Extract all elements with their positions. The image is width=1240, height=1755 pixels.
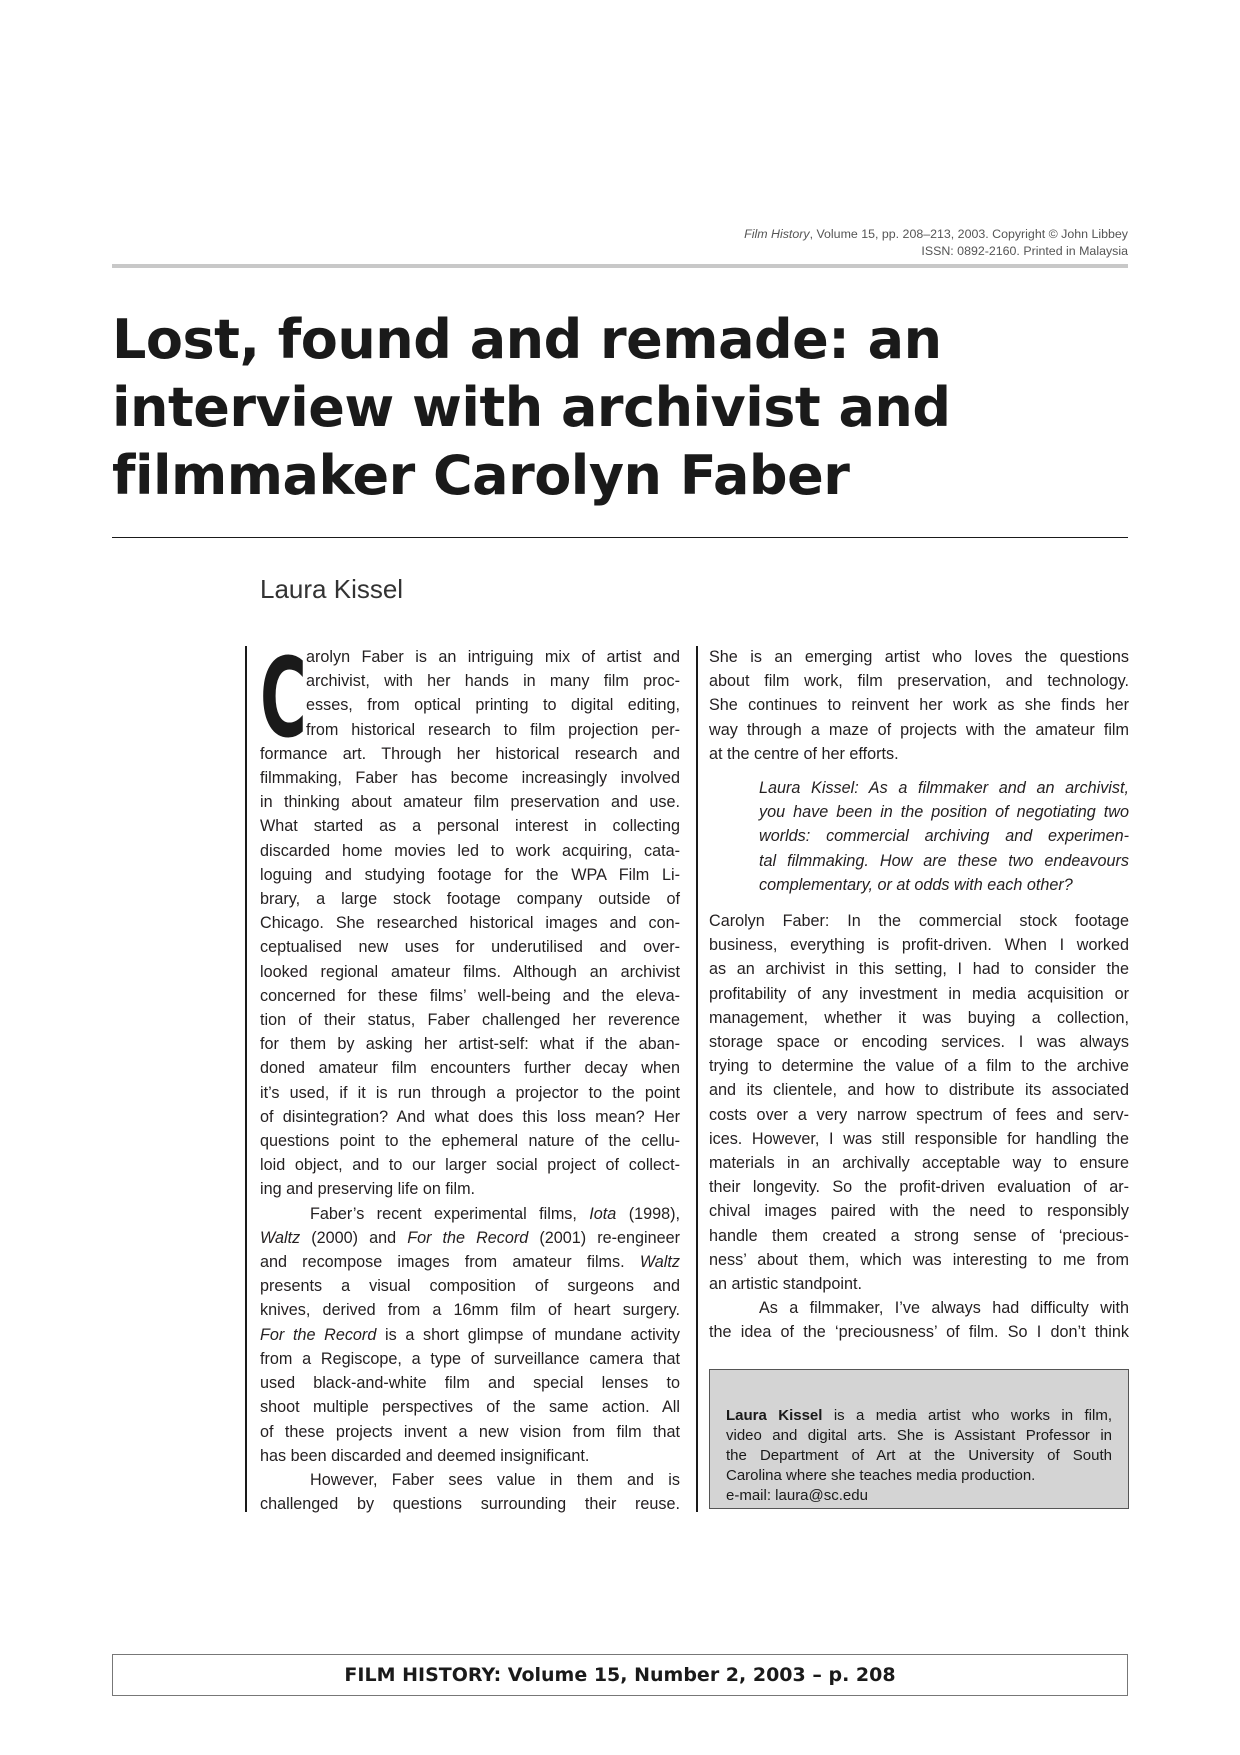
films-paragraph (260, 1202, 680, 1468)
author-name: Laura Kissel (260, 574, 404, 604)
continuation-paragraph (709, 645, 1129, 766)
text-line: it’s used, if it is run through a projector to the point (260, 1083, 680, 1102)
text-line: knives, derived from a 16mm film of heart surgery. (260, 1301, 680, 1320)
left-column (260, 634, 681, 1516)
text-line: Chicago. She researched historical images and con- (260, 914, 680, 933)
bio-name: Laura Kissel (726, 1407, 823, 1424)
text-line: presents a visual composition of surgeons and (260, 1277, 680, 1296)
text-line: profitability of any investment in media acquisition or (709, 984, 1129, 1003)
text-line: from historical research to film projection per- (306, 720, 680, 739)
text-line: brary, a large stock footage company outside of (260, 890, 680, 909)
text-line: She continues to reinvent her work as she finds her (709, 696, 1129, 715)
text-line: used black-and-white film and special lenses to (260, 1374, 680, 1393)
drop-cap: C (260, 634, 307, 762)
page-footer: FILM HISTORY: Volume 15, Number 2, 2003 – p. 208 (112, 1654, 1128, 1696)
text-line: of these projects invent a new vision from film that (260, 1422, 680, 1441)
text-line: Laura Kissel is a media artist who works in film, (726, 1407, 1112, 1424)
journal-citation (368, 226, 1128, 260)
title-line: interview with archivist and (112, 376, 951, 439)
text-line: as an archivist in this setting, I had to consider the (709, 960, 1129, 979)
text-line: has been discarded and deemed insignificant. (260, 1446, 590, 1465)
text-line: ceptualised new uses for underutilised and over- (260, 938, 680, 957)
text-line: at the centre of her efforts. (709, 744, 899, 763)
text-line: Waltz (2000) and For the Record (2001) re-engineer (260, 1228, 681, 1247)
text-line: an artistic standpoint. (709, 1275, 862, 1294)
text-line: Carolina where she teaches media production. (726, 1467, 1036, 1484)
text-line: formance art. Through her historical research and (260, 744, 680, 763)
article-title (112, 306, 1142, 510)
text-line: ices. However, I was still responsible for handling the (709, 1129, 1129, 1148)
text-line: However, Faber sees value in them and is (310, 1470, 680, 1489)
text-line: the idea of the ‘preciousness’ of film. So I don’t think (709, 1323, 1129, 1342)
header-rule (112, 264, 1128, 268)
citation-line-2: ISSN: 0892-2160. Printed in Malaysia (921, 244, 1128, 258)
film-title: Waltz (260, 1228, 301, 1247)
text-line: of disintegration? And what does this loss mean? Her (260, 1107, 680, 1126)
interview-question (759, 776, 1129, 897)
citation-line-1 (368, 226, 1128, 243)
text-line: for them by asking her artist-self: what if the aban- (260, 1035, 680, 1054)
text-line: chival images paired with the need to responsibly (709, 1202, 1129, 1221)
text-line: and recompose images from amateur films. Waltz (260, 1253, 680, 1272)
film-title: For the Record (260, 1325, 377, 1344)
film-title: Iota (589, 1204, 617, 1223)
text-line: shoot multiple perspectives of the same action. All (260, 1398, 680, 1417)
value-paragraph (260, 1468, 680, 1516)
text-line: from a Regiscope, a type of surveillance camera that (260, 1349, 680, 1368)
journal-name: Film History (744, 227, 810, 241)
text-line: their longevity. So the profit-driven evaluation of ar- (709, 1178, 1129, 1197)
citation-details: , Volume 15, pp. 208–213, 2003. Copyright © John Libbey (809, 227, 1128, 241)
text-line: you have been in the position of negotiating two (759, 803, 1129, 822)
text-line: complementary, or at odds with each other? (759, 875, 1073, 894)
text-line: business, everything is profit-driven. When I worked (709, 936, 1129, 955)
text-line: challenged by questions surrounding their reuse. (260, 1495, 680, 1514)
text-line: storage space or encoding services. I was always (709, 1033, 1129, 1052)
text-line: handle them created a strong sense of ‘precious- (709, 1226, 1129, 1245)
text-line: ness’ about them, which was interesting to me from (709, 1250, 1129, 1269)
text-line: Carolyn Faber: In the commercial stock footage (709, 912, 1129, 931)
text-line: worlds: commercial archiving and experimen- (759, 827, 1129, 846)
answer-continuation (709, 1296, 1129, 1344)
text-line: management, whether it was buying a collection, (709, 1008, 1129, 1027)
text-line: video and digital arts. She is Assistant Professor in (726, 1427, 1112, 1444)
text-line: costs over a very narrow spectrum of fees and serv- (709, 1105, 1129, 1124)
text-line: As a filmmaker, I’ve always had difficulty with (759, 1299, 1129, 1318)
text-line: loguing and studying footage for the WPA Film Li- (260, 865, 680, 884)
text-line: tal filmmaking. How are these two endeavours (759, 851, 1129, 870)
intro-paragraph (260, 634, 680, 1202)
film-title: Waltz (639, 1253, 680, 1272)
text-line: loid object, and to our larger social project of collect- (260, 1156, 680, 1175)
left-column-rule (245, 646, 247, 1512)
text-line: filmmaking, Faber has become increasingly involved (260, 769, 680, 788)
text-line: Laura Kissel: As a filmmaker and an archivist, (759, 779, 1129, 798)
text-line: doned amateur film encounters further decay when (260, 1059, 680, 1078)
text-line: way through a maze of projects with the amateur film (709, 720, 1129, 739)
column-divider (696, 646, 698, 1512)
text-line: questions point to the ephemeral nature of the cellu- (260, 1132, 680, 1151)
interview-answer (709, 909, 1129, 1296)
text-line: esses, from optical printing to digital editing, (306, 696, 680, 715)
right-column (709, 645, 1129, 1345)
text-line: arolyn Faber is an intriguing mix of artist and (306, 648, 680, 666)
text-line: What started as a personal interest in collecting (260, 817, 680, 836)
text-line: and its clientele, and how to distribute its associated (709, 1081, 1129, 1100)
text-line: She is an emerging artist who loves the questions (709, 648, 1129, 666)
title-line: filmmaker Carolyn Faber (112, 444, 850, 507)
author-email: e-mail: laura@sc.edu (726, 1487, 868, 1504)
text-line: concerned for these films’ well-being and the eleva- (260, 986, 680, 1005)
text-line: ing and preserving life on film. (260, 1180, 476, 1199)
text-line: archivist, with her hands in many film proc- (306, 672, 680, 691)
title-line: Lost, found and remade: an (112, 308, 942, 371)
text-line: materials in an archivally acceptable way to ensure (709, 1154, 1129, 1173)
text-line: For the Record is a short glimpse of mundane activity (260, 1325, 680, 1344)
film-title: For the Record (407, 1228, 529, 1247)
text-line: the Department of Art at the University of South (726, 1447, 1112, 1464)
text-line: trying to determine the value of a film to the archive (709, 1057, 1129, 1076)
text-line: Faber’s recent experimental films, Iota (1998), (310, 1204, 680, 1223)
text-line: discarded home movies led to work acquiring, cata- (260, 841, 680, 860)
title-rule (112, 537, 1128, 538)
author-bio-box (709, 1369, 1129, 1509)
text-line: about film work, film preservation, and technology. (709, 672, 1129, 691)
text-line: looked regional amateur films. Although an archivist (260, 962, 680, 981)
text-line: tion of their status, Faber challenged her reverence (260, 1011, 680, 1030)
text-line: in thinking about amateur film preservation and use. (260, 793, 680, 812)
